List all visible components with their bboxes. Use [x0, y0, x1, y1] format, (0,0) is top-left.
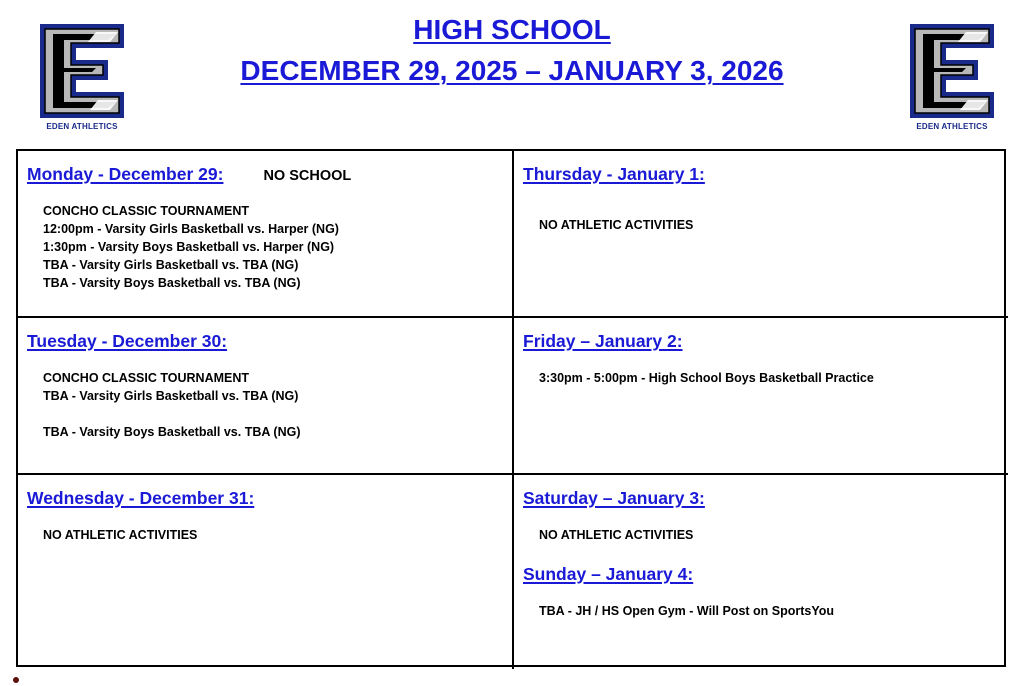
- event-line: TBA - Varsity Boys Basketball vs. TBA (NG): [43, 425, 301, 439]
- event-line: CONCHO CLASSIC TOURNAMENT: [43, 371, 250, 385]
- page-title: HIGH SCHOOL: [413, 14, 611, 45]
- no-school-note: NO SCHOOL: [263, 168, 352, 184]
- logo-caption: EDEN ATHLETICS: [916, 122, 988, 131]
- tuesday-events: [43, 369, 512, 441]
- logo-caption: EDEN ATHLETICS: [46, 122, 118, 131]
- day-heading-tuesday: Tuesday - December 30:: [27, 331, 228, 351]
- event-line: TBA - Varsity Girls Basketball vs. TBA (NG): [43, 389, 299, 403]
- event-line: NO ATHLETIC ACTIVITIES: [43, 528, 198, 542]
- cell-friday: [514, 318, 1008, 475]
- bullet-dot: [13, 677, 19, 683]
- day-heading-monday: Monday - December 29:: [27, 164, 224, 184]
- day-heading-wednesday: Wednesday - December 31:: [27, 488, 255, 508]
- event-line: 3:30pm - 5:00pm - High School Boys Basketball Practice: [539, 371, 874, 385]
- schedule-grid: [16, 149, 1006, 667]
- day-heading-saturday: Saturday – January 3:: [523, 488, 705, 508]
- date-range-title: DECEMBER 29, 2025 – JANUARY 3, 2026: [240, 55, 784, 86]
- event-line: TBA - Varsity Girls Basketball vs. TBA (NG): [43, 258, 299, 272]
- day-heading-friday: Friday – January 2:: [523, 331, 683, 351]
- cell-thursday: [514, 151, 1008, 318]
- cell-wednesday: [18, 475, 514, 669]
- event-line: TBA - Varsity Boys Basketball vs. TBA (NG): [43, 276, 301, 290]
- day-heading-sunday: Sunday – January 4:: [523, 564, 694, 584]
- cell-saturday-sunday: [514, 475, 1008, 669]
- sunday-events: [539, 602, 1008, 620]
- day-heading-thursday: Thursday - January 1:: [523, 164, 705, 184]
- event-line: NO ATHLETIC ACTIVITIES: [539, 218, 694, 232]
- friday-events: [539, 369, 1008, 387]
- cell-tuesday: [18, 318, 514, 475]
- event-line: NO ATHLETIC ACTIVITIES: [539, 528, 694, 542]
- event-line: TBA - JH / HS Open Gym - Will Post on SportsYou: [539, 604, 835, 618]
- monday-events: [43, 202, 512, 292]
- wednesday-events: [43, 526, 512, 544]
- thursday-events: [539, 216, 1008, 234]
- event-line: CONCHO CLASSIC TOURNAMENT: [43, 204, 250, 218]
- cell-monday: [18, 151, 514, 318]
- event-line: 12:00pm - Varsity Girls Basketball vs. Harper (NG): [43, 222, 339, 236]
- event-line: 1:30pm - Varsity Boys Basketball vs. Harper (NG): [43, 240, 335, 254]
- saturday-events: [539, 526, 1008, 544]
